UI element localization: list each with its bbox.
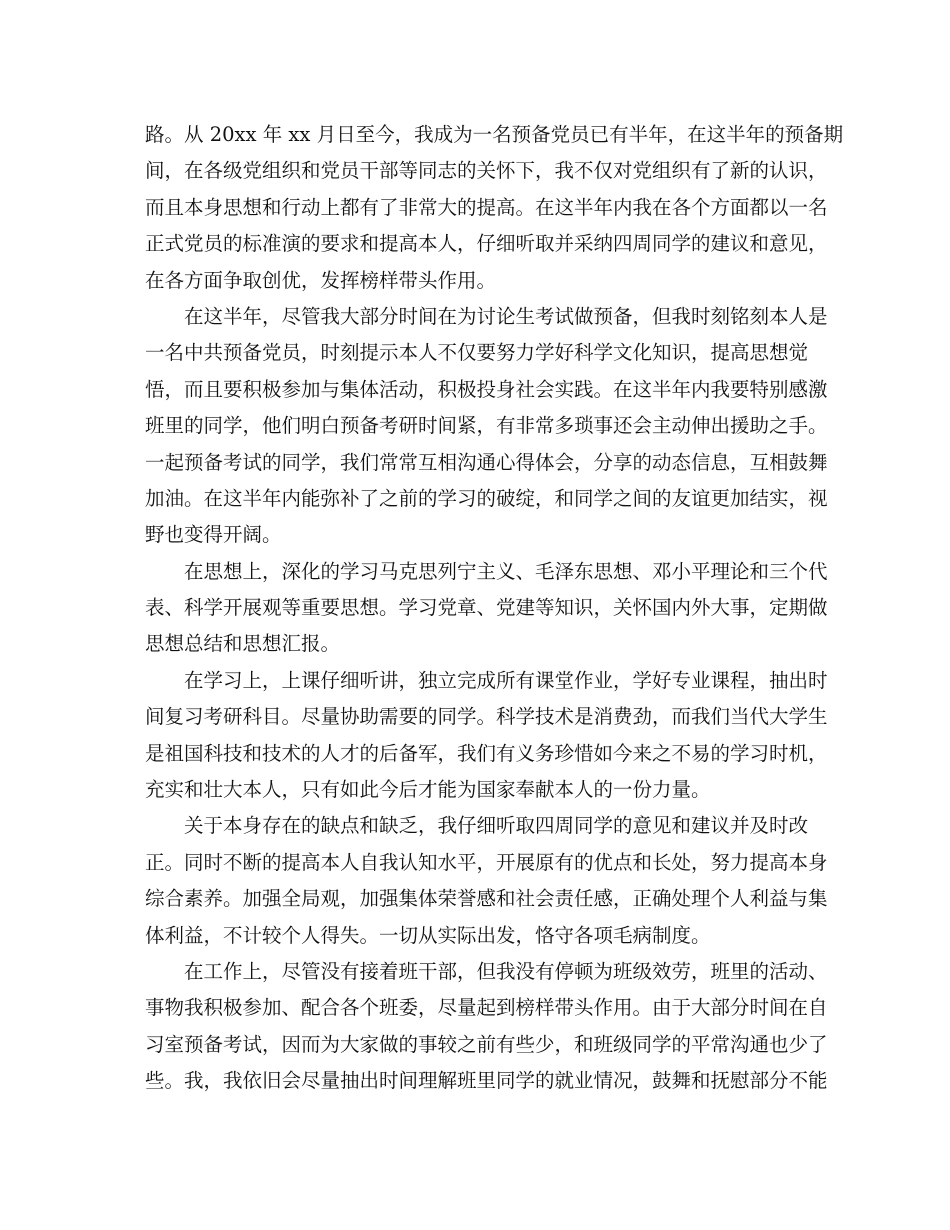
text-line: 在工作上，尽管没有接着班干部，但我没有停顿为班级效劳，班里的活动、 [184,959,828,983]
text-line: 一起预备考试的同学，我们常常互相沟通心得体会，分享的动态信息，互相鼓舞 [145,450,828,474]
text-line: 体利益，不计较个人得失。一切从实际出发，恪守各项毛病制度。 [145,923,711,947]
text-line: 在学习上，上课仔细听讲，独立完成所有课堂作业，学好专业课程，抽出时 [184,668,828,692]
text-line: 习室预备考试，因而为大家做的事较之前有些少，和班级同学的平常沟通也少了 [145,1032,828,1056]
paragraph [145,808,828,954]
paragraph [145,954,828,1100]
text-line: 在各方面争取创优，发挥榜样带头作用。 [145,268,497,292]
text-line: 思想总结和思想汇报。 [145,632,341,656]
text-line: 野也变得开阔。 [145,523,282,547]
text-line: 而且本身思想和行动上都有了非常大的提高。在这半年内我在各个方面都以一名 [145,195,828,219]
text-line: 是祖国科技和技术的人才的后备军，我们有义务珍惜如今来之不易的学习时机， [145,741,828,765]
text-line: 路。从 20xx 年 xx 月日至今，我成为一名预备党员已有半年，在这半年的预备期 [145,123,844,146]
text-line: 些。我，我依旧会尽量抽出时间理解班里同学的就业情况，鼓舞和抚慰部分不能 [145,1069,828,1093]
text-line: 正式党员的标准演的要求和提高本人，仔细听取并采纳四周同学的建议和意见， [145,232,828,256]
text-line: 班里的同学，他们明白预备考研时间紧，有非常多琐事还会主动伸出援助之手。 [145,414,828,438]
text-line: 在思想上，深化的学习马克思列宁主义、毛泽东思想、邓小平理论和三个代 [184,559,828,583]
text-line: 间复习考研科目。尽量协助需要的同学。科学技术是消费劲，而我们当代大学生 [145,705,828,729]
text-line: 充实和壮大本人，只有如此今后才能为国家奉献本人的一份力量。 [145,778,711,802]
paragraph [145,117,844,299]
paragraph [145,663,828,809]
paragraph [145,554,828,663]
paragraph [145,299,828,554]
text-line: 在这半年，尽管我大部分时间在为讨论生考试做预备，但我时刻铭刻本人是 [184,304,828,328]
text-line: 表、科学开展观等重要思想。学习党章、党建等知识，关怀国内外大事，定期做 [145,596,828,620]
text-line: 综合素养。加强全局观，加强集体荣誉感和社会责任感，正确处理个人利益与集 [145,887,828,911]
text-line: 悟，而且要积极参加与集体活动，积极投身社会实践。在这半年内我要特别感激 [145,377,828,401]
document-body [145,117,844,1100]
text-line: 关于本身存在的缺点和缺乏，我仔细听取四周同学的意见和建议并及时改 [184,814,809,838]
text-line: 正。同时不断的提高本人自我认知水平，开展原有的优点和长处，努力提高本身 [145,850,828,874]
text-line: 间，在各级党组织和党员干部等同志的关怀下，我不仅对党组织有了新的认识， [145,159,828,183]
text-line: 一名中共预备党员，时刻提示本人不仅要努力学好科学文化知识，提高思想觉 [145,341,809,365]
text-line: 加油。在这半年内能弥补了之前的学习的破绽，和同学之间的友谊更加结实，视 [145,486,828,510]
text-line: 事物我积极参加、配合各个班委，尽量起到榜样带头作用。由于大部分时间在自 [145,996,828,1020]
